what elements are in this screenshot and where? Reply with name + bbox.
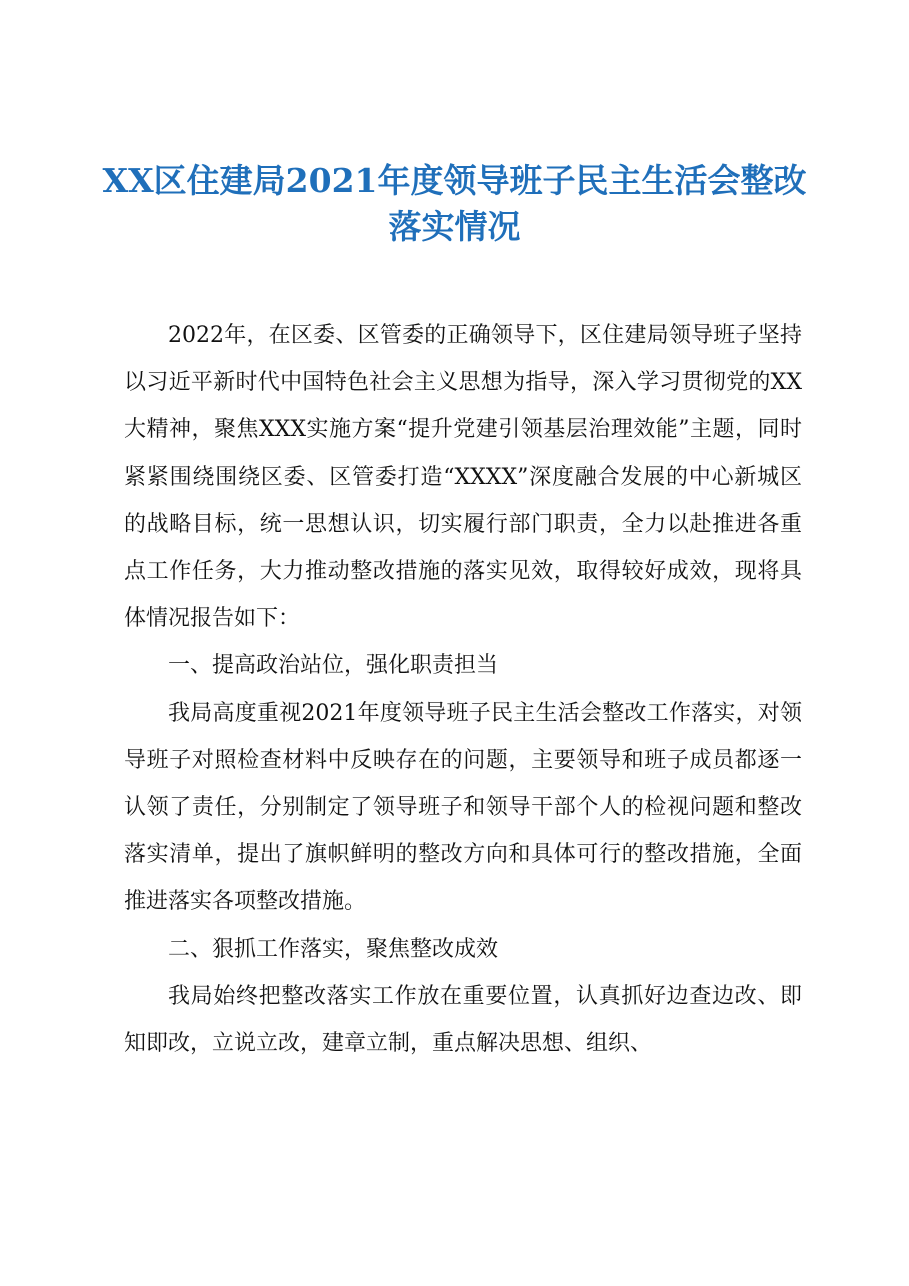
section-2-paragraph: 我局始终把整改落实工作放在重要位置，认真抓好边查边改、即知即改，立说立改，建章立制，重点解决思想、组织、 (124, 983, 802, 1057)
document-title: XX区住建局2021年度领导班子民主生活会整改落实情况 (102, 161, 807, 246)
section-heading-1: 一、提高政治站位，强化职责担当 (168, 653, 499, 679)
intro-paragraph: 2022年，在区委、区管委的正确领导下，区住建局领导班子坚持以习近平新时代中国特色社会主义思想为指导，深入学习贯彻党的XX大精神，聚焦XXX实施方案“提升党建引领基层治理效能”主题，同时紧紧围绕围绕区委、区管委打造“XXXX”深度融合发展的中心新城区的战略目标，统一思想认识，切实履行部门职责，全力以赴推进各重点工作任务，大力推动整改措施的落实见效，取得较好成效，现将具体情况报告如下： (124, 323, 802, 632)
section-1-paragraph: 我局高度重视2021年度领导班子民主生活会整改工作落实，对领导班子对照检查材料中反映存在的问题，主要领导和班子成员都逐一认领了责任，分别制定了领导班子和领导干部个人的检视问题和整改落实清单，提出了旗帜鲜明的整改方向和具体可行的整改措施，全面推进落实各项整改措施。 (124, 700, 802, 915)
section-heading-2: 二、狠抓工作落实，聚焦整改成效 (168, 936, 499, 962)
document-body (124, 312, 802, 1067)
